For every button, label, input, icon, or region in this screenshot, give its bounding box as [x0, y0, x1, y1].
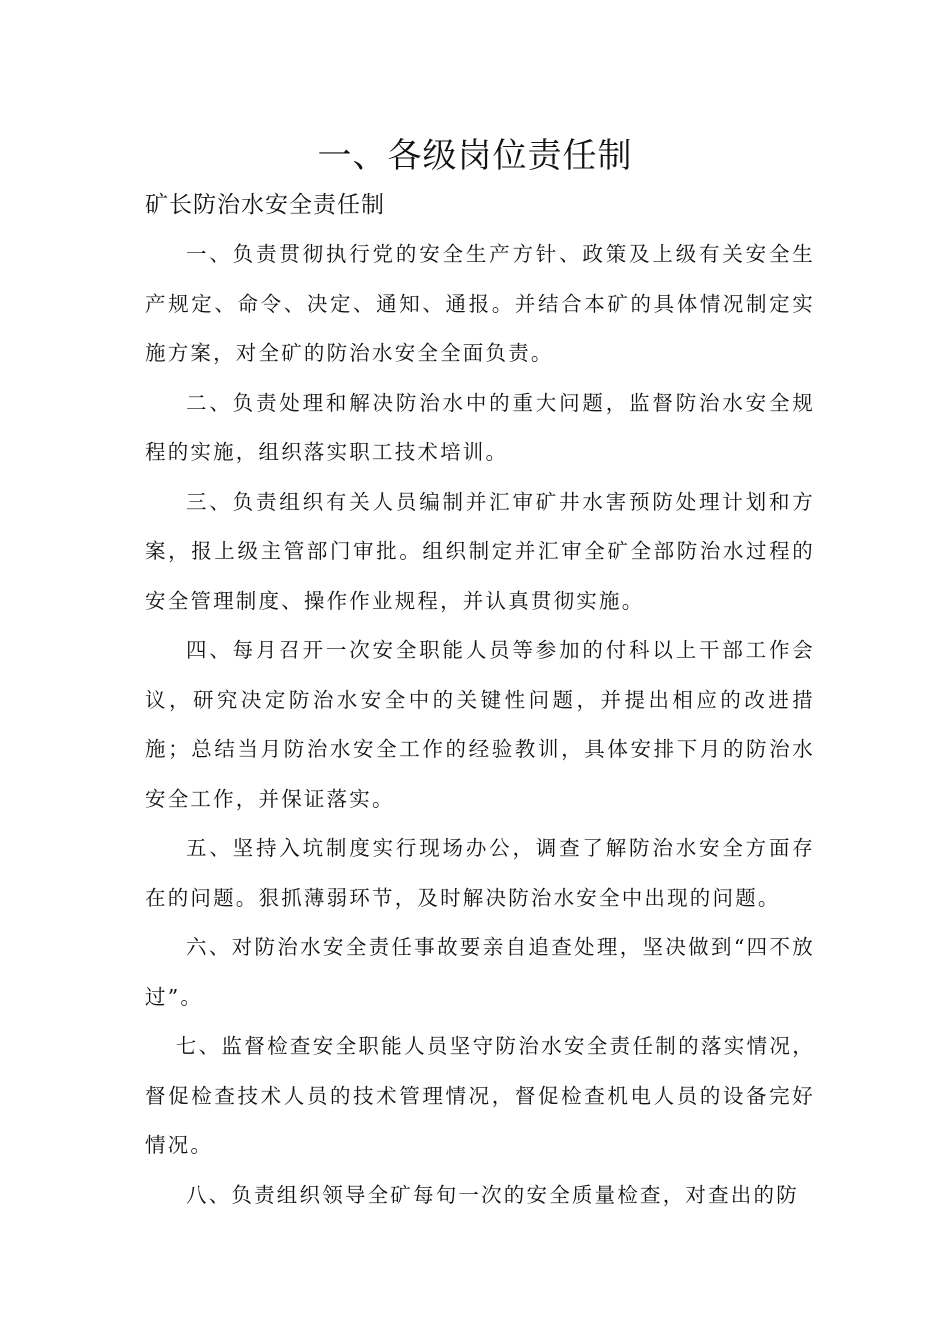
- page-title: 一、各级岗位责任制: [317, 136, 633, 176]
- document-body: [145, 230, 815, 1220]
- paragraph-1: 一、负责贯彻执行党的安全生产方针、政策及上级有关安全生产规定、命令、决定、通知、通报。并结合本矿的具体情况制定实施方案，对全矿的防治水安全全面负责。: [145, 242, 815, 365]
- paragraph-2: 二、负责处理和解决防治水中的重大问题，监督防治水安全规程的实施，组织落实职工技术培训。: [145, 390, 815, 464]
- paragraph-5: 五、坚持入坑制度实行现场办公，调查了解防治水安全方面存在的问题。狠抓薄弱环节，及时解决防治水安全中出现的问题。: [145, 836, 815, 910]
- section-subtitle: 矿长防治水安全责任制: [145, 192, 385, 218]
- paragraph-7: 七、监督检查安全职能人员坚守防治水安全责任制的落实情况，督促检查技术人员的技术管理情况，督促检查机电人员的设备完好情况。: [145, 1034, 815, 1157]
- paragraph-4: 四、每月召开一次安全职能人员等参加的付科以上干部工作会议，研究决定防治水安全中的关键性问题，并提出相应的改进措施；总结当月防治水安全工作的经验教训，具体安排下月的防治水安全工作，并保证落实。: [145, 638, 815, 811]
- paragraph-8: 八、负责组织领导全矿每旬一次的安全质量检查，对查出的防: [186, 1182, 799, 1207]
- paragraph-6: 六、对防治水安全责任事故要亲自追查处理，坚决做到“四不放过”。: [145, 935, 815, 1009]
- paragraph-3: 三、负责组织有关人员编制并汇审矿井水害预防处理计划和方案，报上级主管部门审批。组织制定并汇审全矿全部防治水过程的安全管理制度、操作作业规程，并认真贯彻实施。: [145, 489, 815, 613]
